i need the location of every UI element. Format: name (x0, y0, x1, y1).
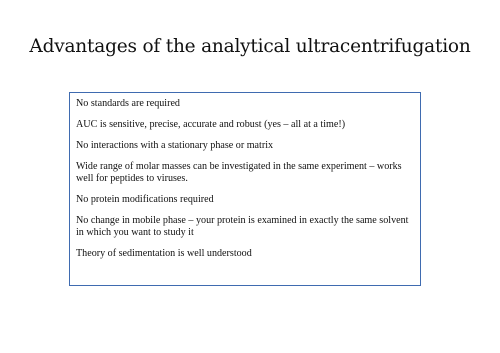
advantage-item: No interactions with a stationary phase or matrix (76, 140, 274, 151)
advantage-item: Wide range of molar masses can be investigated in the same experiment – works well for peptides to viruses. (76, 161, 402, 184)
advantage-item: Theory of sedimentation is well understood (76, 248, 252, 259)
advantage-item: No protein modifications required (76, 194, 214, 205)
slide-title: Advantages of the analytical ultracentrifugation (29, 36, 471, 57)
advantage-item: No change in mobile phase – your protein is examined in exactly the same solvent in which you want to study it (76, 215, 409, 238)
advantage-item: No standards are required (76, 98, 180, 109)
advantages-box (69, 92, 421, 286)
advantage-item: AUC is sensitive, precise, accurate and robust (yes – all at a time!) (76, 119, 346, 130)
